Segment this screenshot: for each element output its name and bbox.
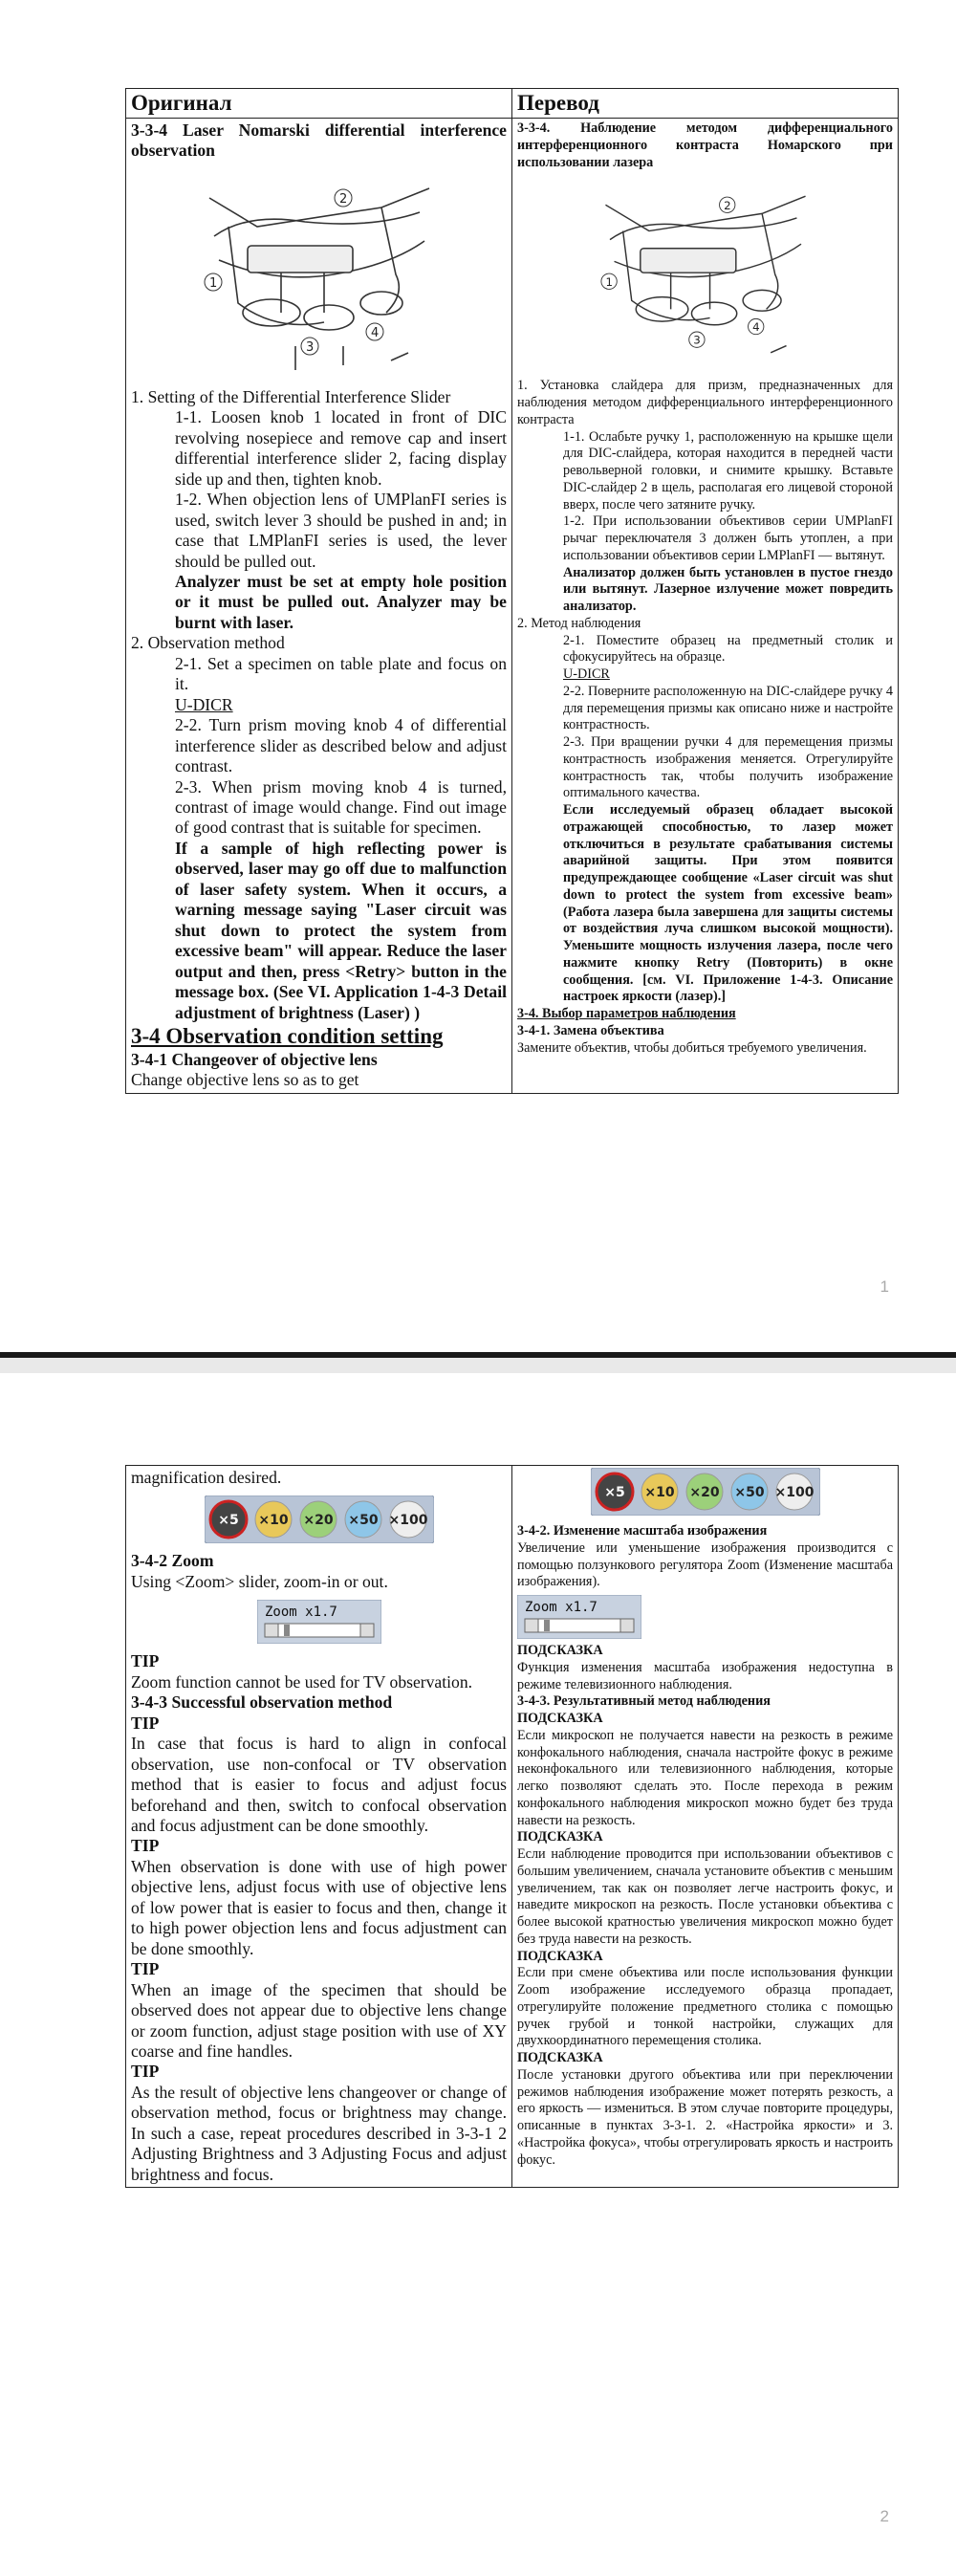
zoom-heading: 3-4-2. Изменение масштаба изображения (517, 1523, 768, 1539)
continued-text: magnification desired. (131, 1468, 282, 1487)
tip-label: TIP (131, 1959, 160, 1979)
objective-x20-label: ×20 (688, 1485, 720, 1500)
translation-column (512, 1466, 899, 2188)
section-heading: 3-4. Выбор параметров наблюдения (517, 1006, 736, 1021)
page-number: 2 (880, 2507, 889, 2525)
microscope-figure (190, 169, 448, 380)
udicr-label: U-DICR (175, 694, 233, 714)
objective-x50-label: ×50 (733, 1485, 765, 1500)
step-2-2: 2-2. Turn prism moving knob 4 of differential interference slider as described below and adjust contrast. (175, 715, 507, 776)
laser-warning: Если исследуемый образец обладает высокой отражающей способностью, то лазер может отключиться в результате срабатывания системы аварийной защиты. При этом появится предупреждающее сообщение «Laser circuit was shut down to protect the system from excessive beam» (Работа лазера была завершена для защиты системы от воздействия луча слишком высокой мощности). Уменьшите мощность излучения лазера, после чего нажмите кнопку Retry (Повторить) в окне сообщения. [см. VI. Приложение 1-4-3. Описание настроек яркости (лазер).] (563, 802, 893, 1005)
zoom-slider-image (517, 1595, 641, 1639)
step-1-heading: 1. Установка слайдера для призм, предназначенных для наблюдения методом дифференциального интерференционного контраста (517, 378, 893, 427)
step-2-1: 2-1. Set a specimen on table plate and focus on it. (175, 653, 507, 694)
tip-5: As the result of objective lens changeover or change of observation method, focus or brightness may change. In such a case, repeat procedures described in 3-3-1 2 Adjusting Brightness and 3 Adjusting Focus and adjust brightness and focus. (131, 2082, 507, 2184)
original-column (126, 1466, 512, 2188)
tip-4: Если при смене объектива или после использования функции Zoom изображение исследуемого образца пропадает, отрегулируйте положение предметного столика с помощью ручек грубой и тонкой настройки, служащих для двухкоординатного перемещения столика. (517, 1965, 893, 2049)
figure-label: 2 (338, 191, 347, 207)
step-1-2: 1-2. При использовании объективов серии UMPlanFI рычаг переключателя 3 должен быть утоплен, а при использовании объективов серии LMPlanFI — вытянут. (563, 513, 893, 563)
step-2-3: 2-3. При вращении ручки 4 для перемещения призмы контрастность изображения меняется. Отрегулируйте контрастность так, чтобы получить изображение оптимального качества. (563, 734, 893, 801)
header-translation: Перевод (512, 89, 899, 119)
tip-label: ПОДСКАЗКА (517, 2050, 603, 2065)
translation-table-page2 (125, 1465, 899, 2188)
objective-x50-label: ×50 (347, 1513, 379, 1529)
tip-label: TIP (131, 1836, 160, 1856)
objective-x20-label: ×20 (302, 1513, 334, 1529)
zoom-text: Увеличение или уменьшение изображения производится с помощью ползункового регулятора Zoom (Изменение масштаба изображения). (517, 1539, 893, 1590)
tip-label: TIP (131, 1651, 160, 1671)
tip-3: When observation is done with use of high power objective lens, adjust focus with use of objective lens of low power that is easier to focus and then, change it to high power objection lens and focus adjustment can be done smoothly. (131, 1856, 507, 1958)
objective-x5-label: ×5 (603, 1485, 625, 1500)
tip-2: Если микроскоп не получается навести на резкость в режиме конфокального наблюдения, сначала настройте фокус в режиме неконфокального или телевизионного наблюдения, которые легко позволяют сделать это. После перехода в режим конфокального наблюдения микроскоп можно будет без труда навести на резкость. (517, 1727, 893, 1828)
zoom-value-label: Zoom x1.7 (525, 1600, 598, 1615)
step-1-2: 1-2. When objection lens of UMPlanFI series is used, switch lever 3 should be pushed in and; in case that LMPlanFI series is used, the lever should be pulled out. (175, 490, 507, 571)
microscope-figure (576, 179, 835, 370)
step-2-2: 2-2. Поверните расположенную на DIC-слайдере ручку 4 для перемещения призмы как описано ниже и настройте контрастность. (563, 683, 893, 733)
last-line: Change objective lens so as to get (131, 1070, 359, 1090)
translation-title: 3-3-4. Наблюдение методом дифференциального интерференционного контраста Номарского при использовании лазера (517, 120, 893, 170)
step-2-heading: 2. Observation method (131, 633, 285, 653)
original-title: 3-3-4 Laser Nomarski differential interference observation (131, 120, 507, 161)
analyzer-warning: Анализатор должен быть установлен в пустое гнездо или вытянут. Лазерное излучение может повредить анализатор. (563, 564, 893, 614)
translation-table-page1 (125, 88, 899, 1094)
zoom-text: Using <Zoom> slider, zoom-in or out. (131, 1571, 388, 1591)
subsection-heading: 3-4-1 Changeover of objective lens (131, 1050, 378, 1069)
objective-x100-label: ×100 (388, 1513, 427, 1529)
tip-label: TIP (131, 1713, 160, 1733)
subsection-heading: 3-4-1. Замена объектива (517, 1022, 664, 1038)
figure-label: 3 (692, 333, 701, 347)
step-1-heading: 1. Setting of the Differential Interference Slider (131, 386, 451, 406)
step-2-1: 2-1. Поместите образец на предметный столик и сфокусируйтесь на образце. (563, 632, 893, 666)
last-line: Замените объектив, чтобы добиться требуемого увеличения. (517, 1039, 867, 1056)
figure-label: 1 (208, 275, 217, 291)
success-heading: 3-4-3 Successful observation method (131, 1692, 393, 1713)
tip-3: Если наблюдение проводится при использовании объективов с большим увеличением, сначала установите объектив с меньшим увеличением, так как он позволяет легче настроить фокус, и наведите микроскоп на резкость. После установки объектива с более высокой кратностью увеличения микроскоп можно будет без труда навести на резкость. (517, 1846, 893, 1947)
step-1-1: 1-1. Ослабьте ручку 1, расположенную на крышке щели для DIC-слайдера, которая находится в передней части револьверной головки, и снимите крышку. Вставьте DIC-слайдер 2 в щель, располагая его лицевой стороной вверх, после чего затяните ручку. (563, 428, 893, 513)
tip-label: ПОДСКАЗКА (517, 1948, 603, 1964)
figure-label: 1 (604, 275, 613, 290)
tip-label: ПОДСКАЗКА (517, 1711, 603, 1726)
success-heading: 3-4-3. Результативный метод наблюдения (517, 1693, 771, 1710)
original-column (126, 119, 512, 1094)
step-2-heading: 2. Метод наблюдения (517, 615, 641, 631)
tip-5: После установки другого объектива или при переключении режимов наблюдения изображение может потерять резкость, а его яркость — измениться. В этом случае повторите процедуры, описанные в пунктах 3-3-1. 2. «Настройка яркости» и 3. «Настройка фокуса», чтобы отрегулировать яркость и настроить фокус. (517, 2066, 893, 2168)
udicr-label: U-DICR (563, 666, 610, 682)
zoom-slider-image (257, 1600, 381, 1644)
tip-1: Zoom function cannot be used for TV observation. (131, 1671, 473, 1692)
page-number: 1 (880, 1277, 889, 1296)
objective-buttons-image (591, 1468, 820, 1516)
figure-label: 2 (723, 199, 731, 213)
objective-x5-label: ×5 (217, 1513, 239, 1529)
step-1-1: 1-1. Loosen knob 1 located in front of DIC revolving nosepiece and remove cap and insert differential interference slider 2, facing display side up and then, tighten knob. (175, 407, 507, 489)
figure-label: 4 (370, 325, 379, 340)
figure-label: 4 (751, 320, 760, 335)
tip-label: ПОДСКАЗКА (517, 1643, 603, 1658)
page-2 (0, 1373, 956, 2576)
tip-label: TIP (131, 2062, 160, 2082)
objective-x10-label: ×10 (257, 1513, 289, 1529)
tip-label: ПОДСКАЗКА (517, 1829, 603, 1845)
translation-column (512, 119, 899, 1094)
laser-warning: If a sample of high reflecting power is observed, laser may go off due to malfunction of laser safety system. When it occurs, a warning message saying "Laser circuit was shut down to protect the system from excessive beam" will appear. Reduce the laser output and then, press <Retry> button in the message box. (See VI. Application 1-4-3 Detail adjustment of brightness (Laser) ) (175, 838, 507, 1022)
tip-4: When an image of the specimen that should be observed does not appear due to objective lens change or zoom function, adjust stage position with use of XY coarse and fine handles. (131, 1979, 507, 2061)
tip-1: Функция изменения масштаба изображения недоступна в режиме телевизионного наблюдения. (517, 1659, 893, 1692)
objective-x10-label: ×10 (643, 1485, 675, 1500)
figure-label: 3 (305, 339, 314, 355)
objective-x100-label: ×100 (774, 1485, 814, 1500)
header-original: Оригинал (126, 89, 512, 119)
objective-buttons-image (205, 1495, 434, 1543)
section-heading: 3-4 Observation condition setting (131, 1023, 444, 1048)
tip-2: In case that focus is hard to align in confocal observation, use non-confocal or TV observation method that is easier to focus and adjust focus beforehand and then, switch to confocal observation and focus adjustment can be done smoothly. (131, 1734, 507, 1835)
zoom-value-label: Zoom x1.7 (264, 1605, 337, 1621)
analyzer-warning: Analyzer must be set at empty hole position or it must be pulled out. Analyzer may be burnt with laser. (175, 571, 507, 632)
page-divider (0, 1352, 956, 1373)
step-2-3: 2-3. When prism moving knob 4 is turned, contrast of image would change. Find out image of good contrast that is suitable for specimen. (175, 776, 507, 838)
zoom-heading: 3-4-2 Zoom (131, 1551, 214, 1571)
